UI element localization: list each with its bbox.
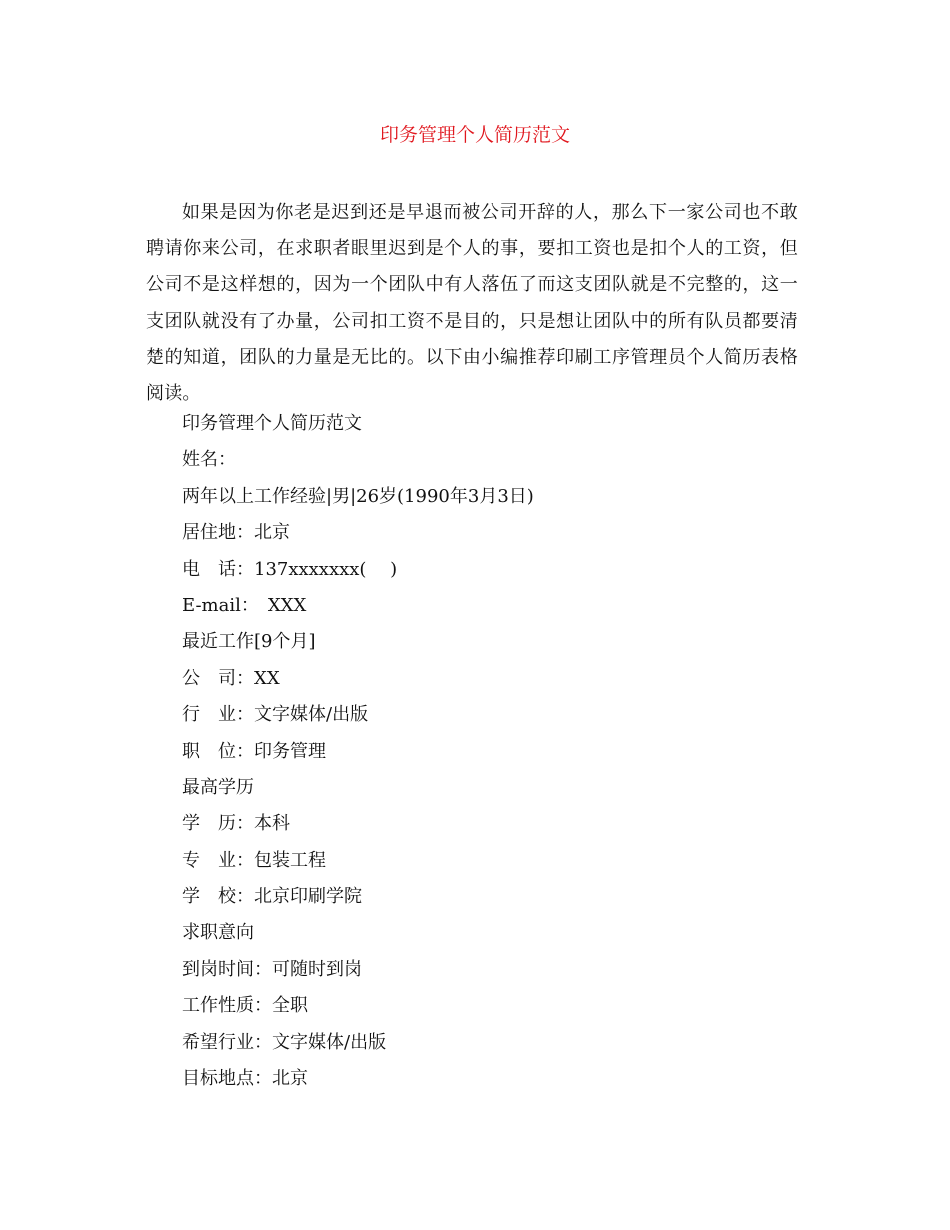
degree-line: 学 历：本科 bbox=[182, 813, 290, 835]
name-line: 姓名： bbox=[182, 449, 236, 471]
document-title: 印务管理个人简历范文 bbox=[379, 124, 570, 146]
availability-line: 到岗时间：可随时到岗 bbox=[182, 958, 362, 980]
major-line: 专 业：包装工程 bbox=[182, 849, 326, 871]
industry-line: 行 业：文字媒体/出版 bbox=[182, 704, 369, 726]
school-line: 学 校：北京印刷学院 bbox=[182, 886, 362, 908]
resume-heading: 印务管理个人简历范文 bbox=[182, 413, 362, 434]
phone-line: 电 话：137xxxxxxx( ) bbox=[182, 558, 398, 580]
target-location-line: 目标地点：北京 bbox=[182, 1068, 308, 1090]
company-line: 公 司：XX bbox=[182, 667, 280, 689]
resume-lines bbox=[182, 409, 534, 1100]
desired-industry-line: 希望行业：文字媒体/出版 bbox=[182, 1031, 387, 1053]
job-type-line: 工作性质：全职 bbox=[182, 995, 308, 1017]
intro-paragraph: 如果是因为你老是迟到还是早退而被公司开辞的人，那么下一家公司也不敢聘请你来公司，在求职者眼里迟到是个人的事，要扣工资也是扣个人的工资，但公司不是这样想的，因为一个团队中有人落伍了而这支团队就是不完整的，这一支团队就没有了办量，公司扣工资不是目的，只是想让团队中的所有队员都要清楚的知道，团队的力量是无比的。以下由小编推荐印刷工序管理员个人简历表格阅读。 bbox=[146, 202, 798, 405]
residence-line: 居住地：北京 bbox=[182, 522, 290, 544]
email-line: E-mail： XXX bbox=[182, 594, 307, 616]
position-line: 职 位：印务管理 bbox=[182, 740, 326, 762]
recent-work-heading: 最近工作[9个月] bbox=[182, 631, 316, 653]
experience-line: 两年以上工作经验|男|26岁(1990年3月3日) bbox=[182, 485, 534, 507]
education-heading: 最高学历 bbox=[182, 776, 254, 798]
job-intention-heading: 求职意向 bbox=[182, 922, 254, 944]
